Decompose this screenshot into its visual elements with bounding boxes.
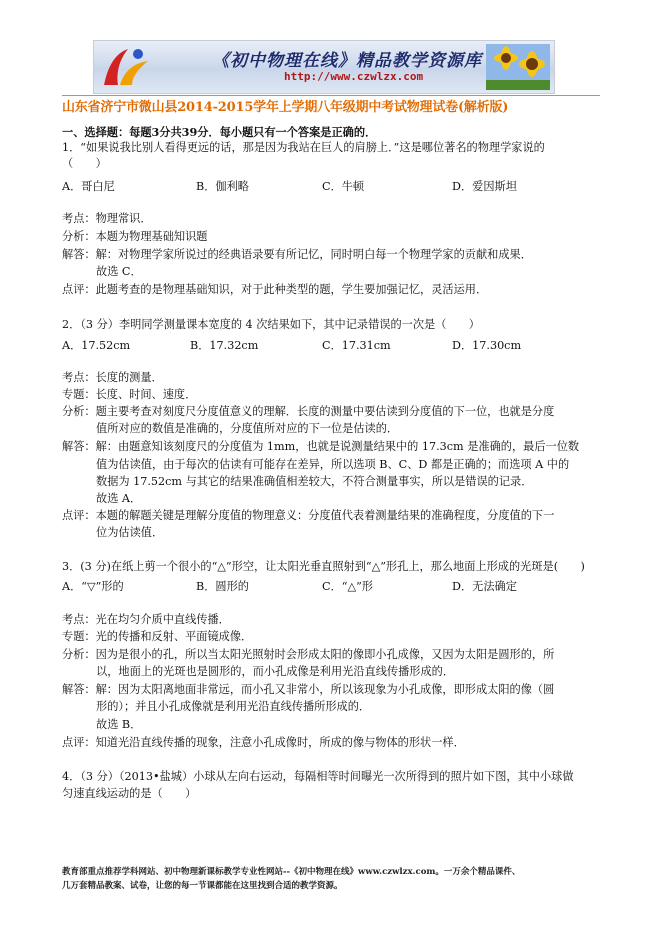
q2-dianping-2: 位为估读值． [96, 526, 164, 539]
q2-stem: 2．（3 分）李明同学测量课本宽度的 4 次结果如下，其中记录错误的一次是（ ） [62, 318, 480, 331]
q3-option-d: D．无法确定 [452, 580, 517, 593]
q1-option-c: C．牛顿 [322, 180, 365, 193]
header-banner [93, 40, 555, 94]
q3-jieda-1: 解答：解：因为太阳离地面非常远，而小孔又非常小，所以该现象为小孔成像，即形成太阳的像（圆 [62, 683, 555, 696]
q1-dianping: 点评：此题考查的是物理基础知识，对于此种类型的题，学生要加强记忆，灵活运用． [62, 283, 488, 296]
page-footer [62, 865, 520, 893]
q2-option-c: C．17.31cm [322, 339, 391, 352]
q2-answer: 故选 A． [96, 492, 142, 505]
q4-stem-2: 匀速直线运动的是（ ） [62, 787, 197, 800]
banner-title: 《初中物理在线》精品教学资源库 [212, 51, 482, 71]
q3-option-a: A．“▽”形的 [62, 580, 124, 593]
sunflower-icon [486, 44, 550, 90]
q2-kaodian: 考点：长度的测量． [62, 371, 163, 384]
q1-option-b: B．伽利略 [196, 180, 249, 193]
q3-option-b: B．圆形的 [196, 580, 249, 593]
q1-answer: 故选 C． [96, 265, 142, 278]
document-title: 山东省济宁市微山县2014-2015学年上学期八年级期中考试物理试卷(解析版) [62, 100, 509, 115]
q3-stem: 3．(3 分)在纸上剪一个很小的“△”形空，让太阳光垂直照射到“△”形孔上，那么地面上形成的光斑是( ) [62, 560, 585, 573]
footer-line-2: 几万套精品教案、试卷，让您的每一节课都能在这里找到合适的教学资源。 [62, 881, 343, 891]
q2-jieda-1: 解答：解：由题意知该刻度尺的分度值为 1mm，也就是说测量结果中的 17.3cm 是准确的，最后一位数 [62, 440, 580, 453]
q1-kaodian: 考点：物理常识． [62, 212, 152, 225]
q3-dianping: 点评：知道光沿直线传播的现象，注意小孔成像时，所成的像与物体的形状一样． [62, 736, 465, 749]
q3-answer: 故选 B． [96, 718, 142, 731]
banner-url[interactable]: http://www.czwlzx.com [284, 70, 424, 83]
q2-option-a: A．17.52cm [62, 339, 131, 352]
q1-option-d: D．爱因斯坦 [452, 180, 517, 193]
q1-stem-bracket: （ ） [62, 157, 107, 170]
q4-stem-1: 4．（3 分）（2013•盐城）小球从左向右运动，每隔相等时间曝光一次所得到的照片如下图，其中小球做 [62, 770, 574, 783]
q1-jieda: 解答：解：对物理学家所说过的经典语录要有所记忆，同时明白每一个物理学家的贡献和成果． [62, 248, 532, 261]
q2-jieda-2: 值为估读值，由于每次的估读有可能存在差异，所以选项 B、C、D 都是正确的；而选项 A 中的 [96, 458, 570, 471]
q2-dianping-1: 点评：本题的解题关键是理解分度值的物理意义：分度值代表着测量结果的准确程度，分度值的下一 [62, 509, 555, 522]
q2-zhuanti: 专题：长度、时间、速度． [62, 388, 197, 401]
q2-fenxi-2: 值所对应的数值是准确的，分度值所对应的下一位是估读的． [96, 422, 399, 435]
q2-option-b: B．17.32cm [190, 339, 259, 352]
logo-icon [98, 45, 154, 89]
q2-option-d: D．17.30cm [452, 339, 522, 352]
q3-zhuanti: 专题：光的传播和反射、平面镜成像． [62, 630, 253, 643]
q3-option-c: C．“△”形 [322, 580, 373, 593]
q3-kaodian: 考点：光在均匀介质中直线传播． [62, 613, 230, 626]
footer-line-1: 教育部重点推荐学科网站、初中物理新课标教学专业性网站--《初中物理在线》www.czwlzx.com。一万余个精品课件、 [62, 867, 521, 877]
q1-stem: 1．“如果说我比别人看得更远的话，那是因为我站在巨人的肩膀上．”这是哪位著名的物理学家说的 [62, 141, 545, 154]
q2-fenxi-1: 分析：题主要考查对刻度尺分度值意义的理解．长度的测量中要估读到分度值的下一位，也就是分度 [62, 405, 555, 418]
q1-fenxi: 分析：本题为物理基础知识题 [62, 230, 208, 243]
q3-jieda-2: 形的）；并且小孔成像就是利用光沿直线传播所形成的． [96, 700, 371, 713]
q3-fenxi-1: 分析：因为是很小的孔，所以当太阳光照射时会形成太阳的像即小孔成像，又因为太阳是圆形的，所 [62, 648, 555, 661]
section-heading: 一、选择题：每题3分共39分．每小题只有一个答案是正确的． [62, 125, 377, 139]
q1-option-a: A．哥白尼 [62, 180, 115, 193]
q2-jieda-3: 数据为 17.52cm 与其它的结果准确值相差较大，不符合测量事实，所以是错误的记录． [96, 475, 533, 488]
q3-fenxi-2: 以，地面上的光斑也是圆形的，而小孔成像是利用光沿直线传播形成的． [96, 665, 455, 678]
